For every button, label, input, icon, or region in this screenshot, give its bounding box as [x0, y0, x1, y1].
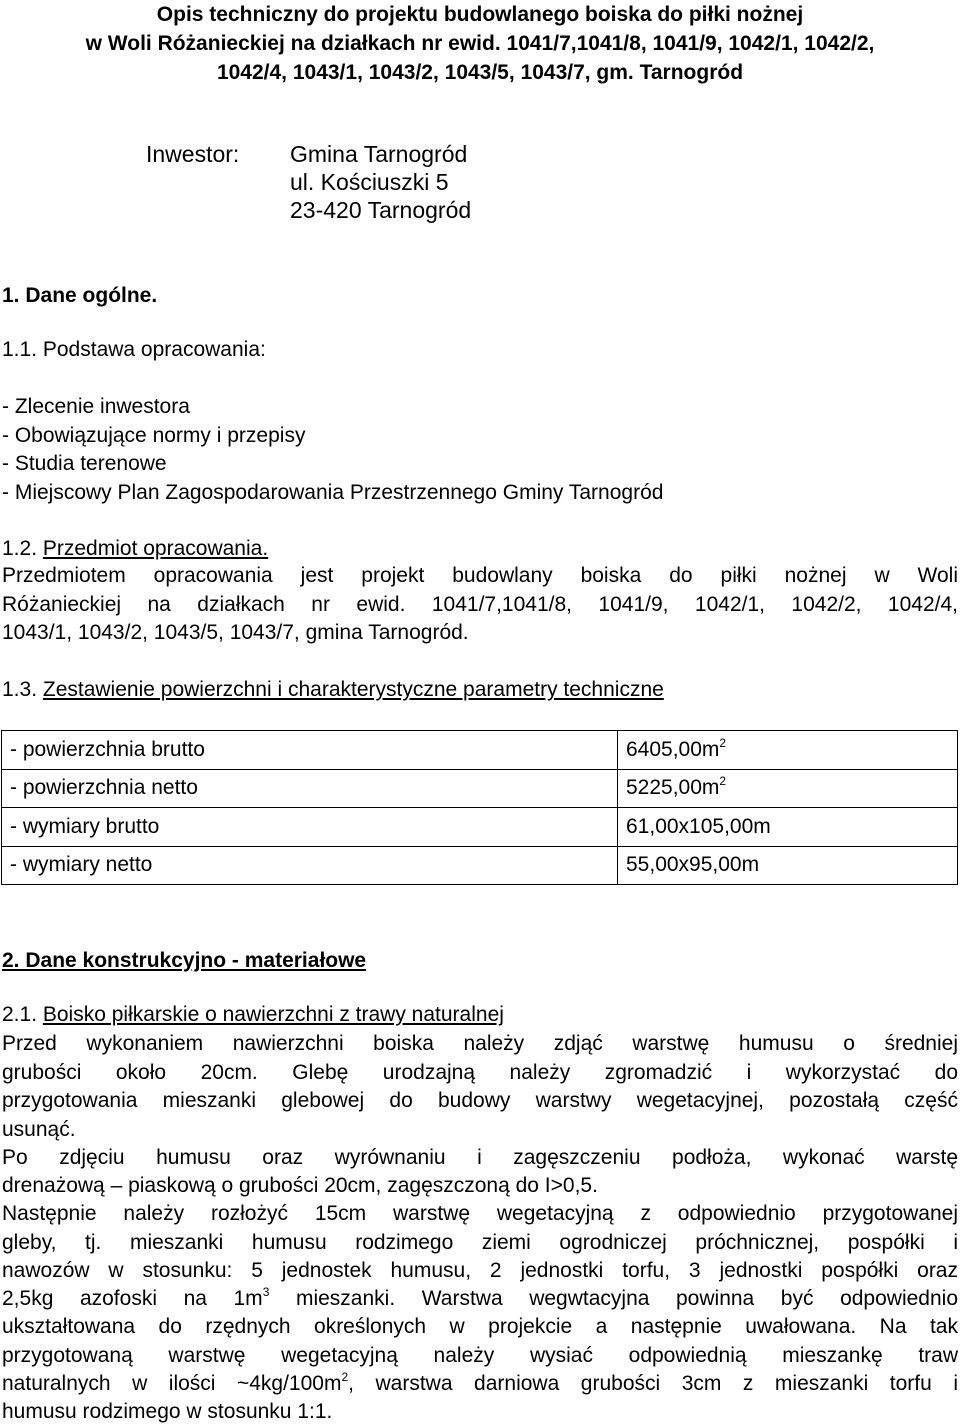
parameter-value: 61,00x105,00m — [618, 808, 958, 847]
subject-line-2: Różanieckiej na działkach nr ewid. 1041/7,1041/8, 1041/9, 1042/1, 1042/2, 1042/4, — [2, 593, 958, 616]
paragraph-3-line-7: naturalnych w ilości $\sim 4kg/100m^2$, warstwa darniowa grubości 3cm z mieszanki torfu i — [2, 1370, 958, 1395]
basis-item-1: - Zlecenie inwestora — [2, 395, 190, 418]
paragraph-3-line-1: Następnie należy rozłożyć 15cm warstwę wegetacyjną z odpowiednio przygotowanej — [2, 1202, 958, 1225]
subsection-1-3-title: Zestawienie powierzchni i charakterystyczne parametry techniczne — [42, 678, 664, 701]
subsection-1-3-heading — [2, 679, 664, 700]
subsection-1-1-heading — [2, 339, 266, 360]
basis-item-3: - Studia terenowe — [2, 452, 167, 475]
parameter-label: - powierzchnia brutto — [2, 731, 618, 770]
investor-city: 23-420 Tarnogród — [290, 197, 472, 223]
subject-line-3: 1043/1, 1043/2, 1043/5, 1043/7, gmina Tarnogród. — [2, 621, 469, 644]
table-row — [2, 769, 958, 808]
subsection-1-2-number: 1.2. — [2, 537, 38, 560]
paragraph-3-line-8: humusu rodzimego w stosunku 1:1. — [2, 1400, 333, 1423]
subject-line-1: Przedmiotem opracowania jest projekt budowlany boiska do piłki nożnej w Woli — [2, 564, 958, 587]
paragraph-3-line-5: ukształtowana do rzędnych określonych w projekcie a następnie uwałowana. Na tak — [2, 1315, 958, 1338]
paragraph-3-line-6: przygotowaną warstwę wegetacyjną należy wysiać odpowiednią mieszankę traw — [2, 1344, 958, 1367]
subsection-1-3-number: 1.3. — [2, 678, 38, 701]
paragraph-1-line-3: przygotowania mieszanki glebowej do budowy warstwy wegetacyjnej, pozostałą część — [2, 1089, 958, 1112]
paragraph-1-line-2: grubości około 20cm. Glebę urodzajną należy zgromadzić i wykorzystać do — [2, 1061, 958, 1084]
paragraph-1-line-1: Przed wykonaniem nawierzchni boiska należy zdjąć warstwę humusu o średniej — [2, 1032, 958, 1055]
paragraph-3-line-3: nawozów w stosunku: 5 jednostek humusu, 2 jednostki torfu, 3 jednostki pospółki oraz — [2, 1259, 958, 1282]
parameters-table — [1, 730, 958, 885]
parameter-value: 55,00x95,00m — [618, 846, 958, 885]
paragraph-3-line-2: gleby, tj. mieszanki humusu rodzimego ziemi ogrodniczej próchnicznej, pospółki i — [2, 1231, 958, 1254]
table-row — [2, 846, 958, 885]
parameter-value: $5225,00m^2$ — [618, 769, 958, 808]
parameter-value: $6405,00m^2$ — [618, 731, 958, 770]
subsection-1-2-title: Przedmiot opracowania. — [42, 537, 269, 560]
subsection-2-1-heading — [2, 1004, 504, 1025]
subsection-1-1-number: 1.1. — [2, 338, 38, 361]
document-title-line-1: Opis techniczny do projektu budowlanego boiska do piłki nożnej — [156, 3, 804, 26]
investor-name: Gmina Tarnogród — [290, 141, 468, 167]
document-title-line-2: w Woli Różanieckiej na działkach nr ewid. 1041/7,1041/8, 1041/9, 1042/1, 1042/2, — [85, 32, 875, 55]
subsection-2-1-title: Boisko piłkarskie o nawierzchni z trawy naturalnej — [42, 1003, 504, 1026]
parameter-label: - wymiary netto — [2, 846, 618, 885]
investor-label: Inwestor: — [146, 141, 240, 167]
basis-item-4: - Miejscowy Plan Zagospodarowania Przestrzennego Gminy Tarnogród — [2, 481, 664, 504]
paragraph-2-line-2: drenażową – piaskową o grubości 20cm, zagęszczoną do I>0,5. — [2, 1174, 598, 1197]
paragraph-2-line-1: Po zdjęciu humusu oraz wyrównaniu i zagęszczeniu podłoża, wykonać warstę — [2, 1146, 958, 1169]
subsection-1-1-title: Podstawa opracowania: — [42, 338, 266, 361]
parameter-label: - wymiary brutto — [2, 808, 618, 847]
investor-street: ul. Kościuszki 5 — [290, 169, 449, 195]
table-row — [2, 731, 958, 770]
subsection-2-1-number: 2.1. — [2, 1003, 38, 1026]
subsection-1-2-heading — [2, 538, 268, 559]
document-title-line-3: 1042/4, 1043/1, 1043/2, 1043/5, 1043/7, gm. Tarnogród — [216, 61, 744, 84]
section-2-heading: 2. Dane konstrukcyjno - materiałowe — [2, 949, 367, 972]
table-row — [2, 808, 958, 847]
basis-item-2: - Obowiązujące normy i przepisy — [2, 424, 306, 447]
section-1-heading: 1. Dane ogólne. — [2, 284, 158, 307]
parameter-label: - powierzchnia netto — [2, 769, 618, 808]
paragraph-3-line-4: 2,5kg azofoski na $1m^3$ mieszanki. Warstwa wegwtacyjna powinna być odpowiednio — [2, 1285, 958, 1310]
paragraph-1-line-4: usunąć. — [2, 1118, 76, 1141]
